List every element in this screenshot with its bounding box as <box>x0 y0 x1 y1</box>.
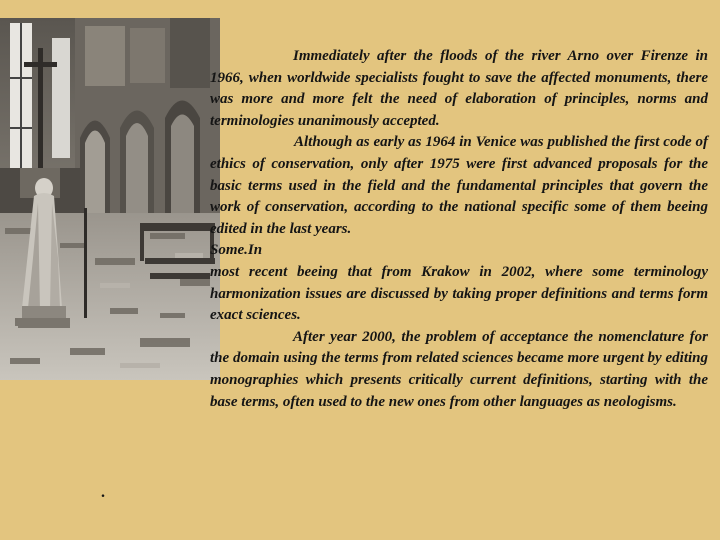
flooded-church-photo <box>0 18 220 380</box>
paragraph-krakow: most recent beeing that from Krakow in 2002, where some terminology harmonization issues are discussed by taking proper definitions and terms form exact sciences. <box>210 263 708 324</box>
paragraph-after-2000: After year 2000, the problem of acceptance the nomenclature for the domain using the terms from related sciences became more urgent by editing monographies which presents critically current definitions, starting with the base terms, often used to the new ones from other languages as neologisms. <box>210 328 708 410</box>
body-text <box>210 46 708 413</box>
bullet-mark: . <box>101 484 105 501</box>
paragraph-arno-floods: Immediately after the floods of the river Arno over Firenze in 1966, when worldwide specialists fought to save the affected monuments, there was more and more felt the need of elaboration of principles, norms and terminologies unanimously accepted. <box>210 48 708 129</box>
paragraph-some-in: Some.In <box>210 242 263 259</box>
paragraph-venice-code: Although as early as 1964 in Venice was published the first code of ethics of conservation, only after 1975 were first advanced proposals for the basic terms used in the field and the fundamental principles that govern the work of conservation, according to the national specific some of them beeing edited in the last years. <box>210 134 708 237</box>
